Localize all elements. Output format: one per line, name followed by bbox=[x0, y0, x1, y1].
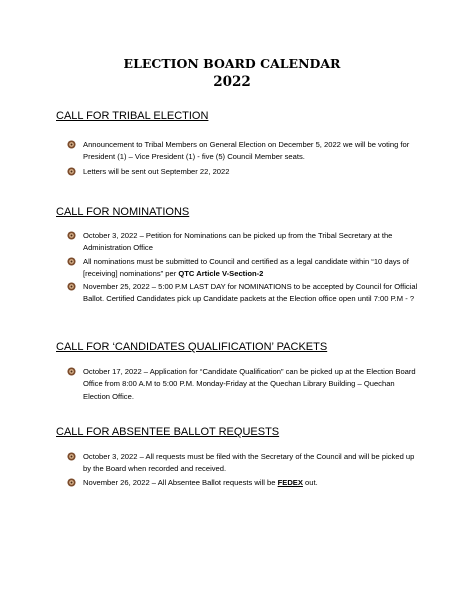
list-item bbox=[67, 451, 419, 476]
seal-bullet-icon bbox=[67, 140, 76, 149]
list-item-text: All nominations must be submitted to Council and certified as a legal candidate within “10 days of [receiving] nominations” per QTC Article V-Section-2 bbox=[83, 257, 409, 279]
seal-bullet-icon bbox=[67, 452, 76, 461]
section-heading-tribal-election: CALL FOR TRIBAL ELECTION bbox=[56, 110, 209, 122]
list-item bbox=[67, 230, 419, 255]
list-item bbox=[67, 281, 419, 306]
seal-bullet-icon bbox=[67, 282, 76, 291]
list-item-text: Announcement to Tribal Members on General Election on December 5, 2022 we will be voting for President (1) – Vice President (1) - five (5) Council Member seats. bbox=[83, 140, 410, 162]
section-heading-nominations: CALL FOR NOMINATIONS bbox=[56, 206, 190, 218]
list-item bbox=[67, 477, 419, 489]
document-year: 2022 bbox=[213, 74, 251, 90]
list-item bbox=[67, 256, 419, 281]
list-item-text: November 25, 2022 – 5:00 P.M LAST DAY for NOMINATIONS to be accepted by Council for Official Ballot. Certified Candidates pick up Candidate packets at the Election office open until 7:00 P.M - ? bbox=[83, 282, 418, 304]
seal-bullet-icon bbox=[67, 478, 76, 487]
list-item bbox=[67, 166, 419, 178]
list-item-text: Letters will be sent out September 22, 2022 bbox=[83, 167, 230, 176]
section-heading-candidates-qualification: CALL FOR ‘CANDIDATES QUALIFICATION’ PACKETS bbox=[56, 341, 328, 353]
list-item-text: October 3, 2022 – Petition for Nominations can be picked up from the Tribal Secretary at the Administration Office bbox=[83, 231, 393, 253]
seal-bullet-icon bbox=[67, 167, 76, 176]
seal-bullet-icon bbox=[67, 257, 76, 266]
list-item-text: October 3, 2022 – All requests must be filed with the Secretary of the Council and will be picked up by the Board when recorded and received. bbox=[83, 452, 415, 474]
seal-bullet-icon bbox=[67, 367, 76, 376]
list-item bbox=[67, 139, 419, 164]
document-title: ELECTION BOARD CALENDAR bbox=[123, 56, 341, 71]
list-item bbox=[67, 366, 419, 403]
seal-bullet-icon bbox=[67, 231, 76, 240]
section-heading-absentee-ballot: CALL FOR ABSENTEE BALLOT REQUESTS bbox=[56, 426, 280, 438]
list-item-text: October 17, 2022 – Application for “Candidate Qualification” can be picked up at the Election Board Office from 8:00 A.M to 5:00 P.M. Monday-Friday at the Quechan Library Building – Quechan Election Office. bbox=[83, 367, 416, 401]
list-item-text: November 26, 2022 – All Absentee Ballot requests will be FEDEX out. bbox=[83, 478, 318, 487]
